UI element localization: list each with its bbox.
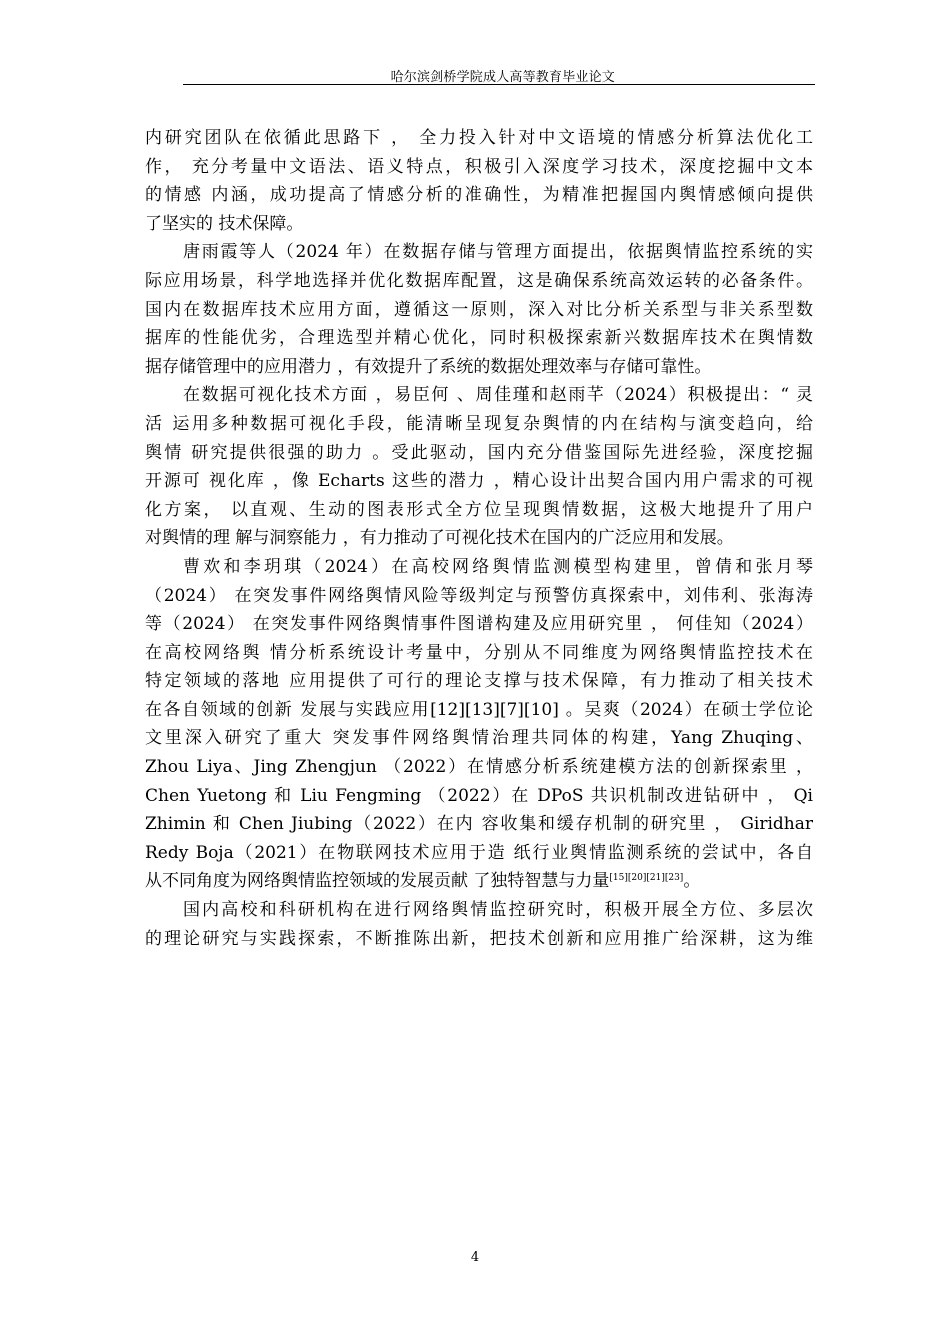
text-line: 内研究团队在依循此思路下 ， 全力投入针对中文语境的情感分析算法优化工 [145, 128, 813, 148]
page-header [183, 64, 815, 85]
line-end: 。 [683, 871, 701, 892]
paragraph [145, 238, 813, 381]
text-line: 曹欢和李玥琪（2024）在高校网络舆情监测模型构建里，曾倩和张月琴 [183, 556, 813, 577]
text-line: 国内高校和科研机构在进行网络舆情监控研究时，积极开展全方位、多层次 [183, 900, 813, 921]
text-line: 据库的性能优劣，合理选型并精心优化，同时积极探索新兴数据库技术在舆情数 [145, 328, 813, 349]
paragraph [145, 381, 813, 553]
text-line: 据存储管理中的应用潜力 ，有效提升了系统的数据处理效率与存储可靠性。 [145, 356, 712, 377]
text-line: Redy Boja（2021）在物联网技术应用于造 纸行业舆情监测系统的尝试中，各自 [145, 842, 813, 863]
text-line: 文里深入研究了重大 突发事件网络舆情治理共同体的构建，Yang Zhuqing、 [145, 728, 813, 749]
text-line: 了坚实的 技术保障。 [145, 213, 304, 234]
page-number: 4 [470, 1250, 480, 1265]
line-text: 从不同角度为网络舆情监控领域的发展贡献 了独特智慧与力量 [145, 871, 610, 892]
text-line: 对舆情的理 解与洞察能力 ，有力推动了可视化技术在国内的广泛应用和发展。 [145, 528, 734, 549]
text-line: Chen Yuetong 和 Liu Fengming （2022）在 DPoS 共识机制改进钻研中 ， Qi [145, 785, 813, 806]
text-line: 化方案， 以直观、生动的图表形式全方位呈现舆情数据，这极大地提升了用户 [145, 499, 813, 520]
text-line: 际应用场景，科学地选择并优化数据库配置，这是确保系统高效运转的必备条件。 [145, 270, 813, 291]
text-line: 等（2024） 在突发事件网络舆情事件图谱构建及应用研究里 ， 何佳知（2024） [145, 614, 813, 635]
text-line: 的理论研究与实践探索，不断推陈出新，把技术创新和应用推广给深耕，这为维 [145, 928, 813, 949]
text-line: 开源可 视化库 ，像 Echarts 这些的潜力 ，精心设计出契合国内用户需求的可视 [145, 471, 813, 492]
text-line: 舆情 研究提供很强的助力 。受此驱动，国内充分借鉴国际先进经验，深度挖掘 [145, 442, 813, 463]
paragraph [145, 896, 813, 953]
text-line: 国内在数据库技术应用方面，遵循这一原则，深入对比分析关系型与非关系型数 [145, 299, 813, 320]
text-line: 在数据可视化技术方面 ，易臣何 、周佳瑾和赵雨芊（2024）积极提出：“ 灵 [183, 385, 813, 406]
citation-superscript: [15][20][21][23] [609, 873, 684, 884]
text-line: 在各自领域的创新 发展与实践应用[12][13][7][10] 。吴爽（2024）在硕士学位论 [145, 699, 813, 720]
text-line: 特定领域的落地 应用提供了可行的理论支撑与技术保障，有力推动了相关技术 [145, 671, 813, 692]
text-line: Zhimin 和 Chen Jiubing（2022）在内 容收集和缓存机制的研究里 ， Giridhar [145, 814, 813, 835]
text-line: （2024） 在突发事件网络舆情风险等级判定与预警仿真探索中，刘伟利、张海涛 [145, 585, 813, 606]
text-line: Zhou Liya、Jing Zhengjun （2022）在情感分析系统建模方法的创新探索里 ， [145, 757, 813, 778]
text-line: 的情感 内涵，成功提高了情感分析的准确性，为精准把握国内舆情感倾向提供 [145, 185, 813, 206]
paragraph [145, 124, 813, 238]
text-line: 唐雨霞等人（2024 年）在数据存储与管理方面提出，依据舆情监控系统的实 [183, 242, 813, 263]
header-title: 哈尔滨剑桥学院成人高等教育毕业论文 [390, 70, 615, 85]
text-line: 在高校网络舆 情分析系统设计考量中，分别从不同维度为网络舆情监控技术在 [145, 642, 813, 663]
paragraph [145, 553, 813, 896]
body-text [145, 124, 813, 953]
text-line: 活 运用多种数据可视化手段，能清晰呈现复杂舆情的内在结构与演变趋向，给 [145, 413, 813, 434]
text-line: 作， 充分考量中文语法、语义特点，积极引入深度学习技术，深度挖掘中文本 [145, 156, 813, 177]
text-line-with-citation [145, 867, 813, 896]
